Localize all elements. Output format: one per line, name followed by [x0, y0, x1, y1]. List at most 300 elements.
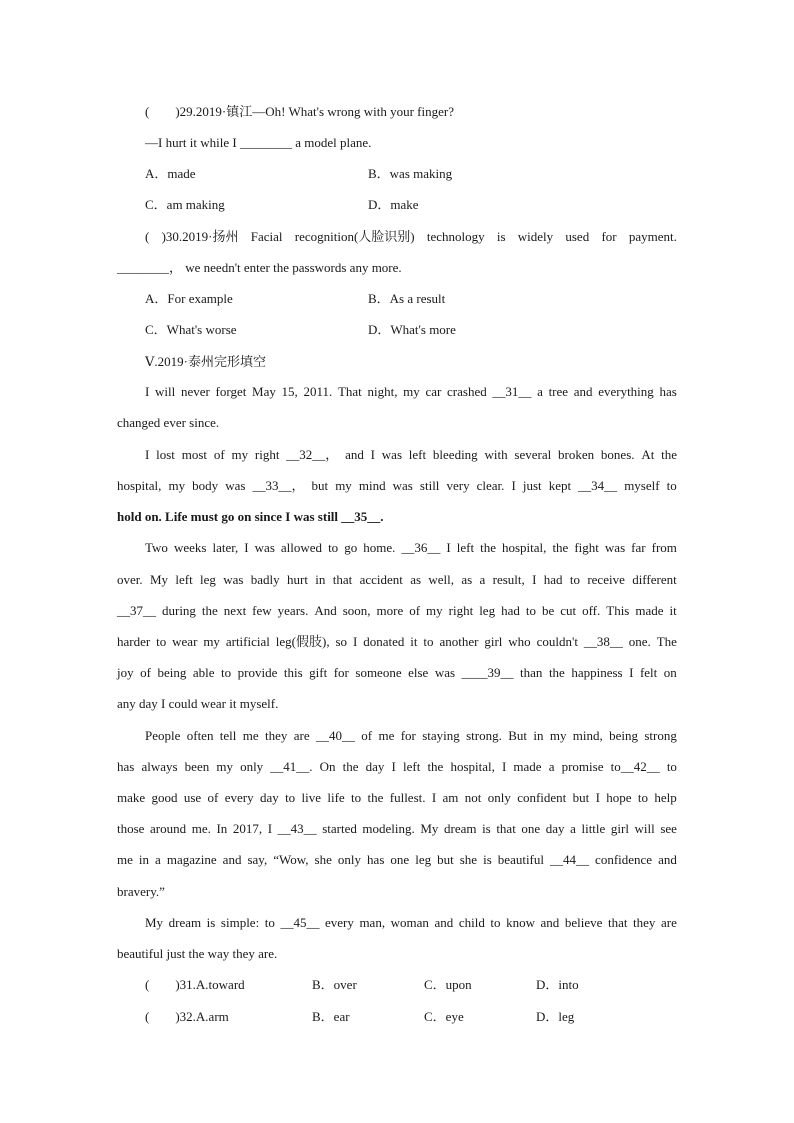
word: widely [517, 229, 554, 244]
word: only [337, 852, 362, 867]
word: one [390, 852, 410, 867]
word: over. [117, 572, 143, 587]
passage-line [145, 538, 677, 558]
word: being [157, 665, 187, 680]
word: On [319, 759, 336, 774]
word: bleeding [432, 447, 478, 462]
blank-number: __34__ [578, 478, 618, 493]
word: strong [644, 728, 677, 743]
word: but [572, 790, 590, 805]
word: of [213, 447, 225, 462]
question-30-stem [145, 227, 677, 247]
word: believe [564, 915, 603, 930]
word: to [264, 915, 275, 930]
word: that [496, 821, 516, 836]
word: one [521, 821, 541, 836]
word: never [180, 384, 210, 399]
question-29-option-d: D．make [368, 197, 419, 212]
word: mind [358, 478, 386, 493]
word: else [408, 665, 429, 680]
passage-line [117, 757, 677, 777]
word: My [145, 915, 164, 930]
word: as [410, 572, 422, 587]
word: woman [390, 915, 429, 930]
word: badly [250, 572, 280, 587]
word: and [222, 852, 242, 867]
word: leg [479, 603, 496, 618]
word: I [532, 572, 537, 587]
word: strong. [466, 728, 502, 743]
word: the [427, 759, 444, 774]
word: has [117, 759, 135, 774]
word: The [656, 634, 677, 649]
passage-line [117, 507, 677, 527]
passage-line [117, 944, 677, 964]
word: modeling. [362, 821, 415, 836]
word: has [659, 384, 677, 399]
word: me [242, 728, 259, 743]
passage-line [117, 819, 677, 839]
word: In [216, 821, 228, 836]
word: broken [558, 447, 595, 462]
word: gift [309, 665, 328, 680]
word: and [434, 915, 454, 930]
word: to [221, 665, 232, 680]
word: artificial [225, 634, 270, 649]
word: for [400, 728, 416, 743]
word: the [552, 540, 569, 555]
word: any day I could wear it myself. [117, 696, 279, 711]
word: off. [582, 603, 601, 618]
word: only [240, 759, 264, 774]
word: 2017, [232, 821, 263, 836]
word: I [629, 665, 634, 680]
word: 15, [281, 384, 298, 399]
blank-number: __31__ [492, 384, 532, 399]
word: started [322, 821, 357, 836]
word: That [337, 384, 362, 399]
word: magazine [166, 852, 217, 867]
blank-number: __32__， [286, 447, 339, 462]
word: soon, [342, 603, 371, 618]
passage-line [117, 413, 677, 433]
word: being [609, 728, 639, 743]
word: tree [548, 384, 569, 399]
word: clear. [476, 478, 505, 493]
blank-number: __33__， [252, 478, 305, 493]
passage-line [117, 663, 677, 683]
word: one. [628, 634, 651, 649]
word: well, [428, 572, 455, 587]
word: she [314, 852, 332, 867]
word: and [345, 447, 364, 462]
word: years. [277, 603, 309, 618]
word: will [634, 821, 655, 836]
word: of [361, 728, 373, 743]
word: I [431, 790, 437, 805]
word: had [543, 572, 563, 587]
word: night, [367, 384, 398, 399]
word: on [663, 665, 677, 680]
blank-number: __38__ [583, 634, 623, 649]
question-29-option-b: B．was making [368, 166, 453, 181]
question-30-line2: ________， we needn't enter the passwords any more. [117, 260, 402, 275]
passage-line [145, 726, 677, 746]
word: made [513, 759, 542, 774]
word: from [651, 540, 677, 555]
question-30-option-b: B．As a result [368, 291, 446, 306]
word: my [549, 728, 567, 743]
word: and [573, 384, 593, 399]
word: in [315, 572, 326, 587]
passage-line [117, 601, 677, 621]
word: different [632, 572, 677, 587]
word: Facial [250, 229, 283, 244]
word: another [439, 634, 479, 649]
word: body [192, 478, 219, 493]
word: of [207, 790, 219, 805]
word: I [244, 540, 249, 555]
word: those [117, 821, 145, 836]
word: home. [363, 540, 396, 555]
word: a [479, 572, 486, 587]
word: are [661, 915, 677, 930]
question-31-option-d: D．into [536, 977, 579, 992]
word: left [175, 572, 193, 587]
word: not [464, 790, 482, 805]
word: to [328, 540, 339, 555]
question-30-option-c: C．What's worse [145, 322, 237, 337]
word: girl [484, 634, 503, 649]
blank-number: __45__ [280, 915, 320, 930]
word: day [259, 790, 279, 805]
word: recognition(人脸识别) [294, 229, 415, 244]
word: hospital, [450, 759, 495, 774]
word: often [186, 728, 214, 743]
word: wear [172, 634, 198, 649]
question-31-option-c: C．upon [424, 977, 472, 992]
word: me. [191, 821, 211, 836]
word: cut [560, 603, 577, 618]
word: I [595, 790, 600, 805]
question-32-option-d: D．leg [536, 1009, 575, 1024]
word: to [285, 790, 296, 805]
word: make [117, 790, 146, 805]
word: At [641, 447, 655, 462]
word: me [117, 852, 133, 867]
word: lost [156, 447, 175, 462]
word: left [456, 540, 475, 555]
word: this [283, 665, 303, 680]
blank-number: __40__ [315, 728, 355, 743]
passage-line [117, 788, 677, 808]
word: result, [492, 572, 525, 587]
word: during [161, 603, 196, 618]
word: left [408, 447, 427, 462]
word: forget [215, 384, 247, 399]
word: see [660, 821, 677, 836]
word: man, [359, 915, 386, 930]
word: hurt [287, 572, 308, 587]
word: myself [624, 478, 660, 493]
word: had [501, 603, 520, 618]
word: to [351, 790, 362, 805]
word: child [458, 915, 485, 930]
word: just [522, 478, 542, 493]
word: am [442, 790, 459, 805]
word: use [183, 790, 202, 805]
word: fullest. [389, 790, 426, 805]
word: fight [574, 540, 599, 555]
word: and [658, 852, 677, 867]
word: promise [561, 759, 604, 774]
blank-number: __43__ [277, 821, 317, 836]
word: And [314, 603, 337, 618]
word: a [570, 821, 576, 836]
word: I [145, 447, 150, 462]
word: I [145, 384, 150, 399]
word: good [151, 790, 178, 805]
word: the [201, 603, 218, 618]
word: for [333, 665, 349, 680]
word: the [661, 447, 677, 462]
passage-line [117, 694, 677, 714]
word: help [654, 790, 677, 805]
section-title: Ⅴ.2019·泰州完形填空 [145, 354, 266, 369]
word: someone [355, 665, 402, 680]
word: the [548, 665, 565, 680]
passage-line [117, 632, 677, 652]
word: it [410, 634, 418, 649]
word: my [168, 478, 186, 493]
word: around [150, 821, 187, 836]
word: several [514, 447, 552, 462]
word: left [403, 759, 421, 774]
word: with [484, 447, 508, 462]
word: more [376, 603, 404, 618]
word: tell [219, 728, 237, 743]
question-32-stem: ( )32.A.arm [145, 1009, 229, 1024]
word: but [437, 852, 454, 867]
word: This [606, 603, 630, 618]
word: was [223, 572, 244, 587]
word: beautiful just the way they are. [117, 946, 278, 961]
passage-line [117, 882, 677, 902]
word: I [352, 634, 358, 649]
word: it [669, 603, 677, 618]
word: is [483, 852, 492, 867]
question-29-option-a: A．made [145, 166, 196, 181]
word: happiness [571, 665, 623, 680]
word: but [311, 478, 329, 493]
passage-line [145, 913, 677, 933]
word: harder [117, 634, 151, 649]
word: accident [359, 572, 403, 587]
word: say, [247, 852, 268, 867]
blank-number: __36__ [401, 540, 441, 555]
word: that [332, 572, 353, 587]
passage-line [117, 850, 677, 870]
word: to [666, 478, 677, 493]
word: was [381, 447, 402, 462]
word: technology [426, 229, 485, 244]
word: crashed [447, 384, 487, 399]
word: a [537, 384, 543, 399]
word: little [581, 821, 606, 836]
word: has [367, 852, 385, 867]
word: every [325, 915, 354, 930]
word: to [156, 634, 167, 649]
word: confidence [595, 852, 653, 867]
word: is [496, 229, 506, 244]
word: my [403, 384, 420, 399]
word: she [459, 852, 478, 867]
word: next [223, 603, 247, 618]
question-32-option-c: C．eye [424, 1009, 464, 1024]
word: day [545, 821, 565, 836]
word: very [446, 478, 470, 493]
word: dream [168, 915, 202, 930]
word: my [203, 634, 220, 649]
question-32-option-b: B．ear [312, 1009, 350, 1024]
word: right [254, 447, 280, 462]
word: bravery.” [117, 884, 165, 899]
word: me [378, 728, 395, 743]
blank-number: __37__ [117, 603, 156, 618]
word: beautiful [497, 852, 545, 867]
word: was [392, 478, 413, 493]
passage-line [145, 382, 677, 402]
word: a [548, 759, 555, 774]
word: in [138, 852, 150, 867]
word: they [264, 728, 288, 743]
word: my [426, 603, 443, 618]
word: was [434, 665, 456, 680]
word: is [482, 821, 491, 836]
word: the [342, 759, 359, 774]
word: receive [587, 572, 625, 587]
word: of [409, 603, 421, 618]
word: I [267, 821, 273, 836]
question-30-option-d: D．What's more [368, 322, 456, 337]
word: May [252, 384, 276, 399]
word: will [155, 384, 176, 399]
word: always [141, 759, 178, 774]
word: they [633, 915, 656, 930]
word: the [480, 540, 496, 555]
word: )30.2019·扬州 [161, 229, 239, 244]
word: But [508, 728, 528, 743]
word: most [181, 447, 208, 462]
blank-number: ____39__ [461, 665, 514, 680]
blank-number: to__42__ [610, 759, 660, 774]
word: staying [422, 728, 460, 743]
word: I [370, 447, 375, 462]
word: go [344, 540, 358, 555]
word: simple: [220, 915, 260, 930]
word: able [192, 665, 215, 680]
word: allowed [280, 540, 323, 555]
word: the [367, 790, 384, 805]
word: for [601, 229, 617, 244]
word: dream [444, 821, 477, 836]
word: car [425, 384, 442, 399]
word: mind, [572, 728, 603, 743]
word: every [224, 790, 254, 805]
word: ( [145, 229, 150, 244]
passage-line [145, 445, 677, 465]
word: Two [145, 540, 168, 555]
word: bones. [600, 447, 635, 462]
word: used [565, 229, 590, 244]
word: 2011. [303, 384, 333, 399]
word: as [461, 572, 473, 587]
word: that [607, 915, 628, 930]
question-29-stem: ( )29.2019·镇江—Oh! What's wrong with your finger? [145, 104, 454, 119]
blank-number: __44__ [550, 852, 590, 867]
word: to [666, 759, 677, 774]
word: a [155, 852, 161, 867]
word: My [420, 821, 439, 836]
word: far [631, 540, 646, 555]
word: “Wow, [273, 852, 309, 867]
word: are [293, 728, 310, 743]
blank-number: hold on. Life must go on since I was still __35__. [117, 509, 384, 524]
word: know [506, 915, 535, 930]
word: been [184, 759, 210, 774]
word: still [419, 478, 440, 493]
word: My [149, 572, 169, 587]
word: payment. [628, 229, 677, 244]
word: my [216, 759, 233, 774]
word: so [335, 634, 348, 649]
word: to [525, 603, 536, 618]
word: kept [548, 478, 572, 493]
question-29-line2: —I hurt it while I ________ a model plane. [145, 135, 372, 150]
word: couldn't [536, 634, 578, 649]
word: to [423, 634, 434, 649]
word: everything [598, 384, 654, 399]
word: changed ever since. [117, 415, 220, 430]
word: to [637, 790, 649, 805]
word: leg(假肢), [275, 634, 330, 649]
word: is [206, 915, 216, 930]
question-31-stem: ( )31.A.toward [145, 977, 245, 992]
passage-line [117, 476, 677, 496]
word: right [448, 603, 474, 618]
question-30-option-a: A．For example [145, 291, 233, 306]
word: only [487, 790, 511, 805]
word: joy [117, 665, 134, 680]
word: few [252, 603, 272, 618]
word: leg [415, 852, 432, 867]
word: leg [200, 572, 216, 587]
word: felt [639, 665, 658, 680]
word: day [365, 759, 385, 774]
word: provide [237, 665, 278, 680]
word: girl [610, 821, 629, 836]
word: hospital, [502, 540, 547, 555]
word: who [508, 634, 531, 649]
word: and [540, 915, 560, 930]
passage-line [117, 570, 677, 590]
word: in [533, 728, 544, 743]
word: weeks [173, 540, 207, 555]
word: my [231, 447, 249, 462]
word: to [569, 572, 580, 587]
word: my [335, 478, 352, 493]
word: I [391, 759, 396, 774]
